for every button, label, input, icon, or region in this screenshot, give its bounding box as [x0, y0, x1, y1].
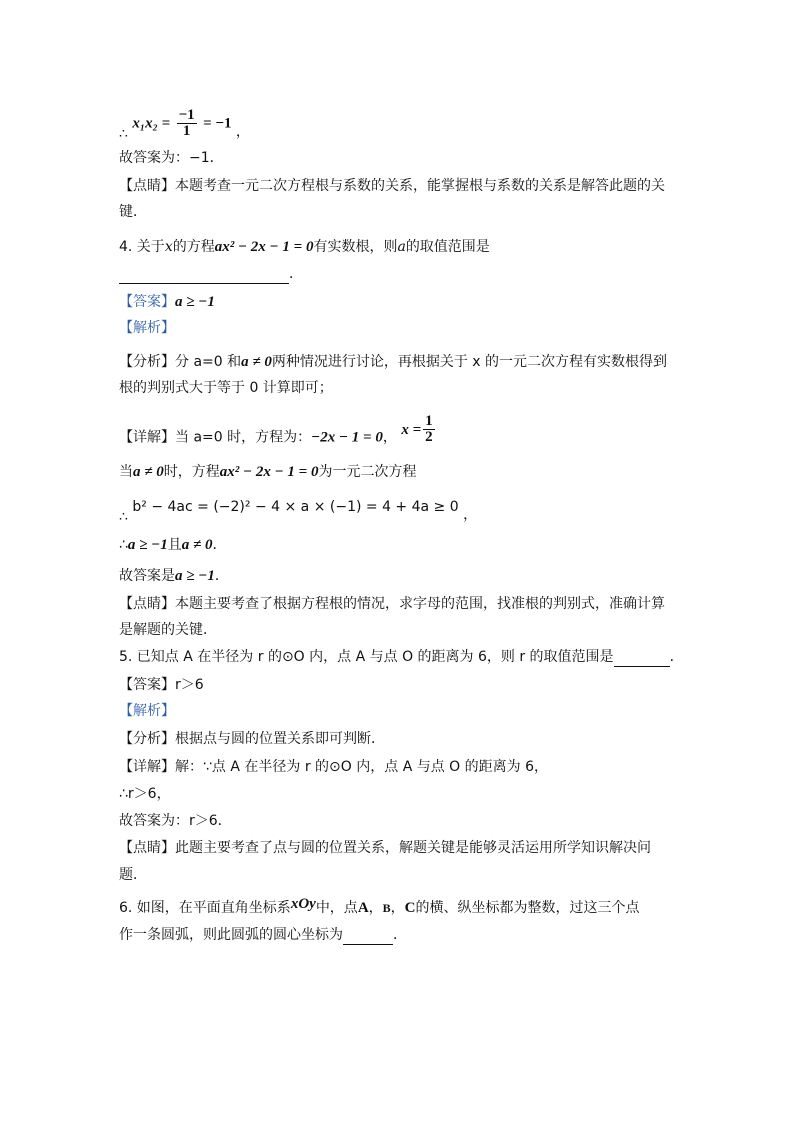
final-value: a ≥ −1	[175, 568, 215, 584]
q4-quadratic-case	[119, 462, 416, 482]
case-text-b: 时，方程	[163, 464, 220, 480]
answer-blank	[119, 269, 289, 284]
q5-analysis-label: 【解析】	[119, 703, 175, 719]
analysis-text-b: 两种情况进行讨论，再根据关于 x 的一元二次方程有实数根得到	[271, 354, 668, 370]
q6-comma-2: ，	[390, 900, 405, 916]
comma: ，	[463, 507, 478, 523]
q5-blank	[614, 652, 670, 667]
q6-comma-1: ，	[368, 900, 383, 916]
q4-prefix: 4. 关于	[119, 239, 165, 255]
q4-equation: ax² − 2x − 1 = 0	[214, 239, 314, 255]
product-expression: x₁x₂ =	[132, 115, 171, 132]
q5-final: 故答案为：r＞6．	[119, 813, 232, 829]
solution-denominator: 2	[425, 429, 433, 445]
q4-analysis-cont: 根的判别式大于等于 0 计算即可；	[119, 380, 333, 396]
q5-text: 5. 已知点 A 在半径为 r 的⊙O 内，点 A 与点 O 的距离为 6，则 r 的取值范围是	[119, 649, 614, 665]
q4-comment-cont: 是解题的关键．	[119, 622, 217, 638]
therefore-symbol: ∴	[119, 125, 128, 142]
result-b: a ≠ 0	[181, 537, 213, 553]
q5-analysis: 【分析】根据点与圆的位置关系即可判断．	[119, 731, 385, 747]
q4-answer-blank	[119, 264, 303, 284]
q4-post: 的取值范围是	[405, 239, 490, 255]
q6-blank	[343, 930, 393, 945]
q6-end: ．	[393, 927, 407, 943]
analysis-condition: a ≠ 0	[241, 354, 272, 370]
q4-mid2: 有实数根，则	[313, 239, 398, 255]
result-a: a ≥ −1	[127, 537, 168, 553]
q4-variable-a: a	[397, 239, 406, 255]
answer-line: 故答案为：−1．	[119, 150, 224, 166]
answer-label: 【答案】	[119, 294, 175, 310]
fraction-numerator: −1	[178, 107, 195, 123]
q4-mid: 的方程	[172, 239, 215, 255]
q6-text-f: 作一条圆弧，则此圆弧的圆心坐标为	[119, 927, 343, 943]
q4-variable-x: x	[164, 239, 173, 255]
comment-line-cont: 键．	[119, 204, 147, 220]
question-6	[119, 898, 640, 918]
case-text-a: 当	[119, 464, 133, 480]
detail-text: 【详解】当 a=0 时，方程为：	[119, 429, 312, 446]
question-4	[119, 237, 490, 257]
case-text-c: 为一元二次方程	[318, 464, 417, 480]
solution-fraction	[423, 414, 435, 445]
comment-line: 【点睛】本题考查一元二次方程根与系数的关系，能掌握根与系数的关系是解答此题的关	[119, 178, 665, 194]
q6-point-c: C	[404, 900, 416, 916]
detail-equation: −2x − 1 = 0	[311, 429, 383, 446]
q6-text-a: 6. 如图，在平面直角坐标系	[119, 900, 291, 916]
q4-discriminant	[119, 497, 478, 525]
q5-comment: 【点睛】此题主要考查了点与圆的位置关系，解题关键是能够灵活运用所学知识解决问	[119, 840, 651, 856]
q4-answer	[119, 292, 215, 312]
q5-comment-cont: 题．	[119, 867, 147, 883]
q4-final	[119, 566, 229, 586]
fraction-denominator: 1	[182, 123, 191, 139]
q6-coordinate-system: xOy	[290, 896, 316, 912]
case-equation: ax² − 2x − 1 = 0	[219, 464, 319, 480]
q6-text-b: 中，点	[315, 900, 358, 916]
vieta-product-line	[119, 107, 250, 142]
q5-detail: 【详解】解：∵点 A 在半径为 r 的⊙O 内，点 A 与点 O 的距离为 6，	[119, 759, 548, 775]
q5-answer: 【答案】r＞6	[119, 677, 204, 693]
q4-detail	[119, 413, 437, 453]
therefore-symbol: ∴	[119, 509, 128, 525]
therefore-symbol: ∴	[119, 537, 128, 553]
fraction	[177, 108, 197, 139]
solution-numerator: 1	[425, 413, 433, 429]
discriminant-expression: b² − 4ac = (−2)² − 4 × a × (−1) = 4 + 4a ≥ 0	[132, 499, 459, 515]
q4-result	[119, 535, 226, 555]
analysis-text-a: 【分析】分 a=0 和	[119, 354, 242, 370]
question-5	[119, 647, 684, 667]
q4-analysis	[119, 352, 667, 372]
product-result: = −1	[203, 115, 232, 132]
result-end: ．	[212, 537, 227, 553]
final-text: 故答案是	[119, 568, 175, 584]
comma: ，	[235, 123, 250, 140]
answer-value: a ≥ −1	[175, 294, 215, 310]
case-condition: a ≠ 0	[133, 464, 164, 480]
solution-x: x =	[401, 421, 422, 438]
blank-end: ．	[289, 266, 303, 282]
q6-point-b: B	[382, 901, 391, 915]
result-and: 且	[167, 537, 182, 553]
question-6-cont	[119, 925, 407, 945]
detail-comma: ，	[382, 429, 397, 446]
q6-point-a: A	[357, 900, 369, 916]
q5-end: ．	[669, 649, 684, 665]
q4-analysis-label: 【解析】	[119, 320, 175, 336]
q5-therefore: ∴r＞6，	[119, 786, 171, 802]
q4-comment: 【点睛】本题主要考查了根据方程根的情况，求字母的范围，找准根的判别式，准确计算	[119, 596, 665, 612]
final-end: ．	[214, 568, 229, 584]
q6-text-c: 的横、纵坐标都为整数，过这三个点	[415, 900, 640, 916]
